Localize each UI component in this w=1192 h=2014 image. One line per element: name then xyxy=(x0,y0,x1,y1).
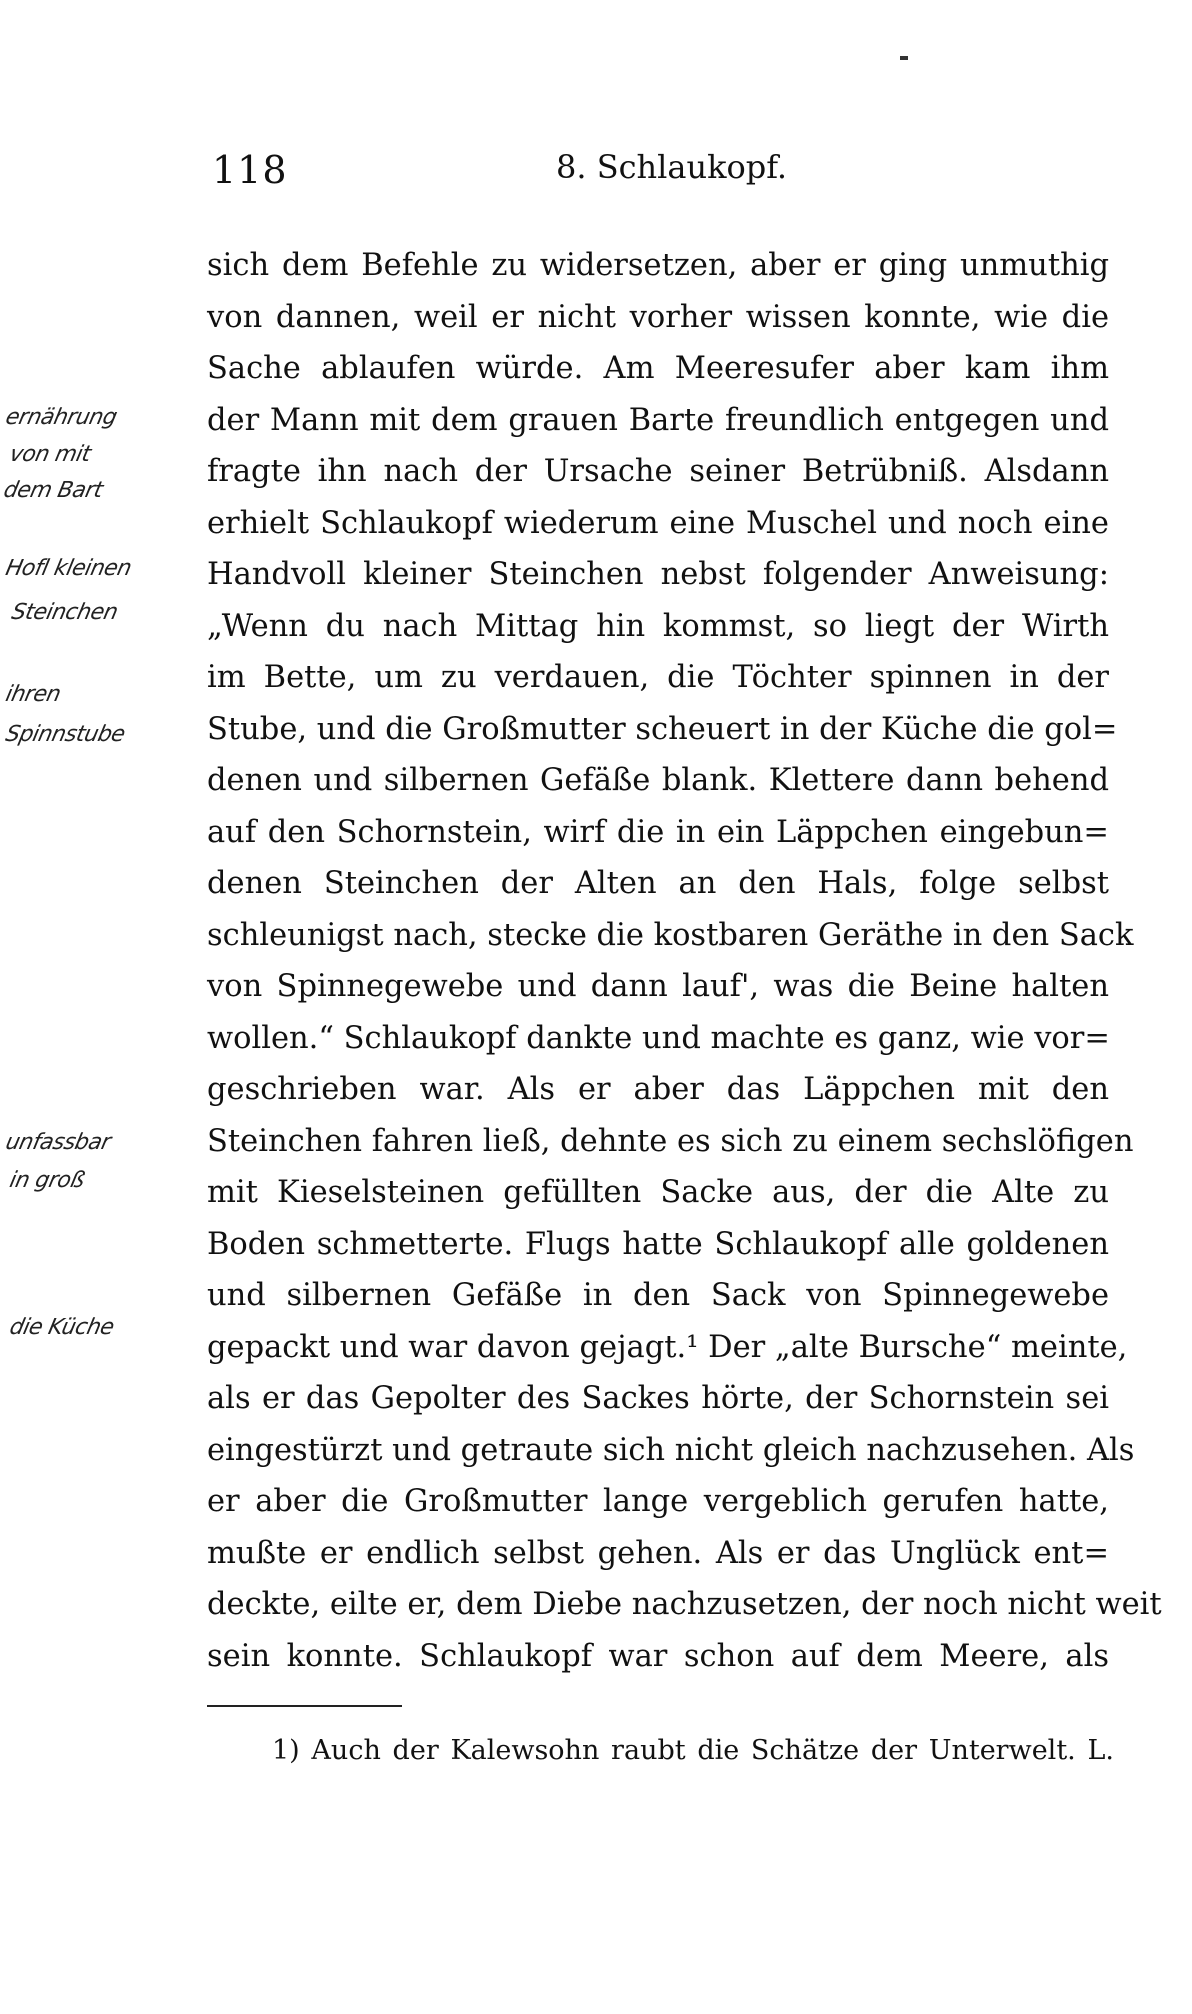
text-line: fragte ihn nach der Ursache seiner Betrübniß. Alsdann xyxy=(207,454,1109,489)
text-line: Steinchen fahren ließ, dehnte es sich zu einem sechslöfigen xyxy=(207,1123,1134,1159)
text-line: Handvoll kleiner Steinchen nebst folgender Anweisung: xyxy=(207,557,1109,592)
text-line: geschrieben war. Als er aber das Läppchen mit den xyxy=(207,1072,1109,1107)
footnote: 1) Auch der Kalewsohn raubt die Schätze der Unterwelt. L. xyxy=(272,1735,1114,1766)
margin-note: dem Bart xyxy=(1,478,105,503)
text-line: der Mann mit dem grauen Barte freundlich entgegen und xyxy=(207,402,1109,438)
text-line: auf den Schornstein, wirf die in ein Läppchen eingebun= xyxy=(207,814,1109,850)
text-line: deckte, eilte er, dem Diebe nachzusetzen, der noch nicht weit xyxy=(207,1587,1162,1622)
margin-note: ihren xyxy=(3,682,63,707)
margin-note: ernährung xyxy=(3,405,120,430)
text-line: Sache ablaufen würde. Am Meeresufer aber kam ihm xyxy=(207,351,1109,386)
text-line: gepackt und war davon gejagt.¹ Der „alte Bursche“ meinte, xyxy=(207,1329,1128,1365)
running-head: 8. Schlaukopf. xyxy=(556,148,788,186)
body-text xyxy=(207,240,1162,1682)
margin-note: Hofl kleinen xyxy=(3,556,134,581)
text-line: er aber die Großmutter lange vergeblich gerufen hatte, xyxy=(207,1484,1109,1519)
text-line: als er das Gepolter des Sackes hörte, der Schornstein sei xyxy=(207,1381,1109,1416)
margin-note: Steinchen xyxy=(9,600,120,625)
text-line: im Bette, um zu verdauen, die Töchter spinnen in der xyxy=(207,660,1109,695)
text-line: Boden schmetterte. Flugs hatte Schlaukopf alle goldenen xyxy=(207,1226,1109,1262)
text-line: erhielt Schlaukopf wiederum eine Muschel und noch eine xyxy=(207,505,1109,541)
margin-note: von mit xyxy=(7,442,93,467)
text-line: sich dem Befehle zu widersetzen, aber er ging unmuthig xyxy=(207,248,1109,283)
text-line: von Spinnegewebe und dann lauf', was die Beine halten xyxy=(207,969,1109,1004)
text-line: denen und silbernen Gefäße blank. Klettere dann behend xyxy=(207,763,1109,798)
text-line: denen Steinchen der Alten an den Hals, folge selbst xyxy=(207,866,1109,901)
margin-note: Spinnstube xyxy=(3,722,128,747)
page-smudge xyxy=(900,56,908,60)
text-line: schleunigst nach, stecke die kostbaren Geräthe in den Sack xyxy=(207,917,1134,953)
margin-note: unfassbar xyxy=(3,1130,113,1155)
page-number: 118 xyxy=(212,148,288,192)
margin-note: in groß xyxy=(7,1168,87,1193)
text-line: Stube, und die Großmutter scheuert in der Küche die gol= xyxy=(207,711,1118,747)
text-line: eingestürzt und getraute sich nicht gleich nachzusehen. Als xyxy=(207,1432,1135,1468)
text-line: „Wenn du nach Mittag hin kommst, so liegt der Wirth xyxy=(207,608,1109,644)
margin-note: die Küche xyxy=(7,1315,117,1340)
text-line: mit Kieselsteinen gefüllten Sacke aus, der die Alte zu xyxy=(207,1175,1109,1210)
text-line: mußte er endlich selbst gehen. Als er das Unglück ent= xyxy=(207,1535,1109,1571)
footnote-divider xyxy=(207,1705,402,1707)
text-line: sein konnte. Schlaukopf war schon auf dem Meere, als xyxy=(207,1638,1109,1674)
text-line: von dannen, weil er nicht vorher wissen konnte, wie die xyxy=(207,299,1109,335)
text-line: und silbernen Gefäße in den Sack von Spinnegewebe xyxy=(207,1278,1109,1313)
text-line: wollen.“ Schlaukopf dankte und machte es ganz, wie vor= xyxy=(207,1020,1110,1056)
